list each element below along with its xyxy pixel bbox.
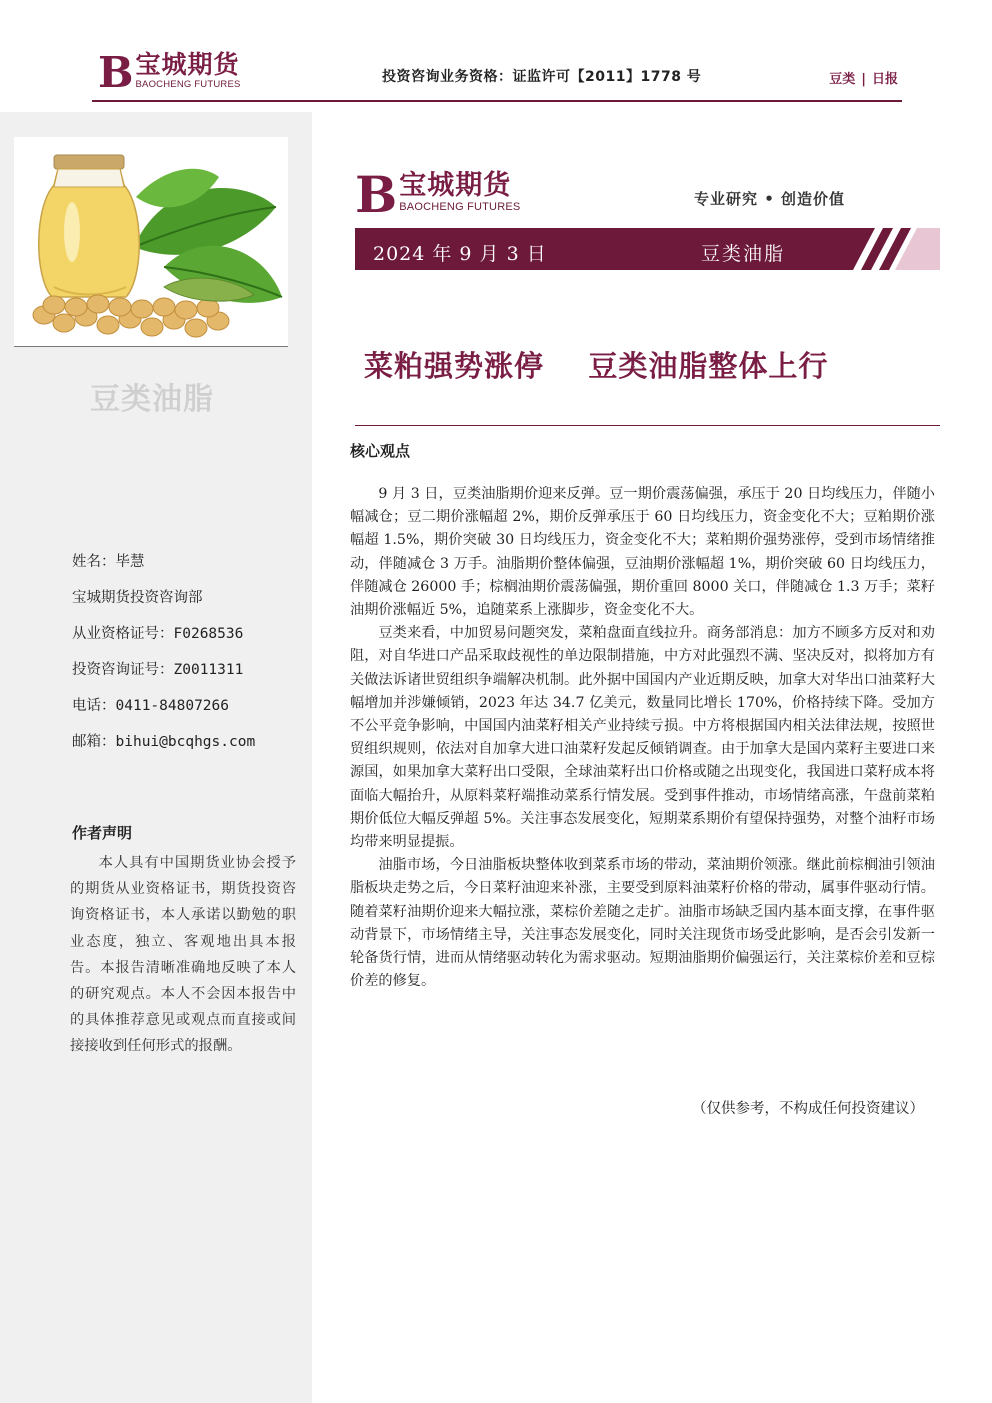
author-phone: 电话：0411-84807266 [72, 698, 229, 714]
author-consult-license: 投资咨询证号：Z0011311 [72, 662, 244, 678]
report-section: 豆类油脂 [701, 243, 786, 265]
date-banner [355, 228, 940, 270]
cover-image [14, 137, 288, 347]
core-view-title: 核心观点 [350, 442, 411, 460]
author-info [72, 550, 255, 766]
article-paragraph: 油脂市场，今日油脂板块整体收到菜系市场的带动，菜油期价领涨。继此前棕榈油引领油脂板块走势之后，今日菜籽油迎来补涨，主要受到原料油菜籽价格的带动，属事件驱动行情。随着菜籽油期价迎来大幅拉涨，菜棕价差随之走扩。油脂市场缺乏国内基本面支撑，在事件驱动背景下，市场情绪主导，关注事态发展变化，同时关注现货市场受此影响，是否会引发新一轮备货行情，进而从情绪驱动转化为需求驱动。短期油脂期价偏强运行，关注菜棕价差和豆棕价差的修复。 [350, 857, 935, 990]
brand-name-en: BAOCHENG FUTURES [135, 79, 241, 90]
sidebar-category-title: 豆类油脂 [90, 382, 214, 417]
brand-mark-icon: B [98, 48, 134, 97]
author-email: 邮箱：bihui@bcqhgs.com [72, 734, 256, 750]
statement-body: 本人具有中国期货业协会授予的期货从业资格证书，期货投资咨询资格证书，本人承诺以勤勉的职业态度，独立、客观地出具本报告。本报告清晰准确地反映了本人的研究观点。本人不会因本报告中的具体推荐意见或观点而直接或间接接收到任何形式的报酬。 [70, 855, 296, 1055]
report-category: 豆类 [829, 72, 856, 87]
author-name: 姓名：毕慧 [72, 554, 145, 570]
report-type: 日报 [871, 72, 898, 87]
author-department: 宝城期货投资咨询部 [72, 590, 203, 606]
report-kind [829, 68, 898, 87]
slogan: 专业研究 • 创造价值 [694, 190, 846, 208]
report-kind-separator: | [861, 72, 866, 87]
article-body [350, 483, 935, 993]
article-paragraph: 豆类来看，中加贸易问题突发，菜粕盘面直线拉升。商务部消息：加方不顾多方反对和劝阻，对自华进口产品采取歧视性的单边限制措施，中方对此强烈不满、坚决反对，拟将加方有关做法诉诸世贸组织争端解决机制。此外据中国国内产业近期反映，加拿大对华出口油菜籽大幅增加并涉嫌倾销，2023 年达 34.7 亿美元，数量同比增长 170%，价格持续下降。受加方不公平竞争影响，中国国内油菜籽相关产业持续亏损。中方将根据国内相关法律法规，按照世贸组织规则，依法对自加拿大进口油菜籽发起反倾销调查。由于加拿大是国内菜籽主要进口来源国，如果加拿大菜籽出口受限，全球油菜籽出口价格或随之出现变化，我国进口菜籽成本将面临大幅抬升，从原料菜籽端推动菜系行情发展。受到事件推动，市场情绪高涨，午盘前菜粕期价低位大幅反弹超 5%。关注事态发展变化，短期菜系期价有望保持强势，对整个油籽市场均带来明显提振。 [350, 625, 935, 851]
license-text: 投资咨询业务资格：证监许可【2011】1778 号 [382, 69, 702, 85]
headline: 菜粕强势涨停 豆类油脂整体上行 [364, 349, 829, 383]
article-paragraph: 9 月 3 日，豆类油脂期价迎来反弹。豆一期价震荡偏强，承压于 20 日均线压力，伴随小幅减仓；豆二期价涨幅超 2%，期价反弹承压于 60 日均线压力，资金变化不大；豆粕期价涨幅超 1.5%，期价突破 30 日均线压力，资金变化不大；菜粕期价强势涨停，受到市场情绪推动，伴随减仓 3 万手。油脂期价整体偏强，豆油期价涨幅超 1%，期价突破 60 日均线压力，伴随减仓 26000 手；棕榈油期价震荡偏强，期价重回 8000 关口，伴随减仓 1.3 万手；菜籽油期价涨幅近 5%，追随菜系上涨脚步，资金变化不大。 [350, 486, 935, 619]
brand-logo [98, 48, 241, 97]
soybean-oil-jar-icon [14, 137, 288, 347]
disclaimer: （仅供参考，不构成任何投资建议） [692, 1101, 924, 1117]
top-header [92, 48, 902, 102]
statement-title: 作者声明 [72, 824, 133, 842]
author-license: 从业资格证号：F0268536 [72, 626, 244, 642]
main-brand-mark-icon: B [355, 165, 398, 224]
headline-divider [355, 425, 940, 426]
main-brand-logo [355, 165, 521, 224]
main-brand-name-cn: 宝城期货 [399, 170, 512, 201]
report-date: 2024 年 9 月 3 日 [373, 243, 547, 265]
brand-name-cn: 宝城期货 [135, 50, 240, 79]
main-brand-name-en: BAOCHENG FUTURES [399, 201, 521, 213]
